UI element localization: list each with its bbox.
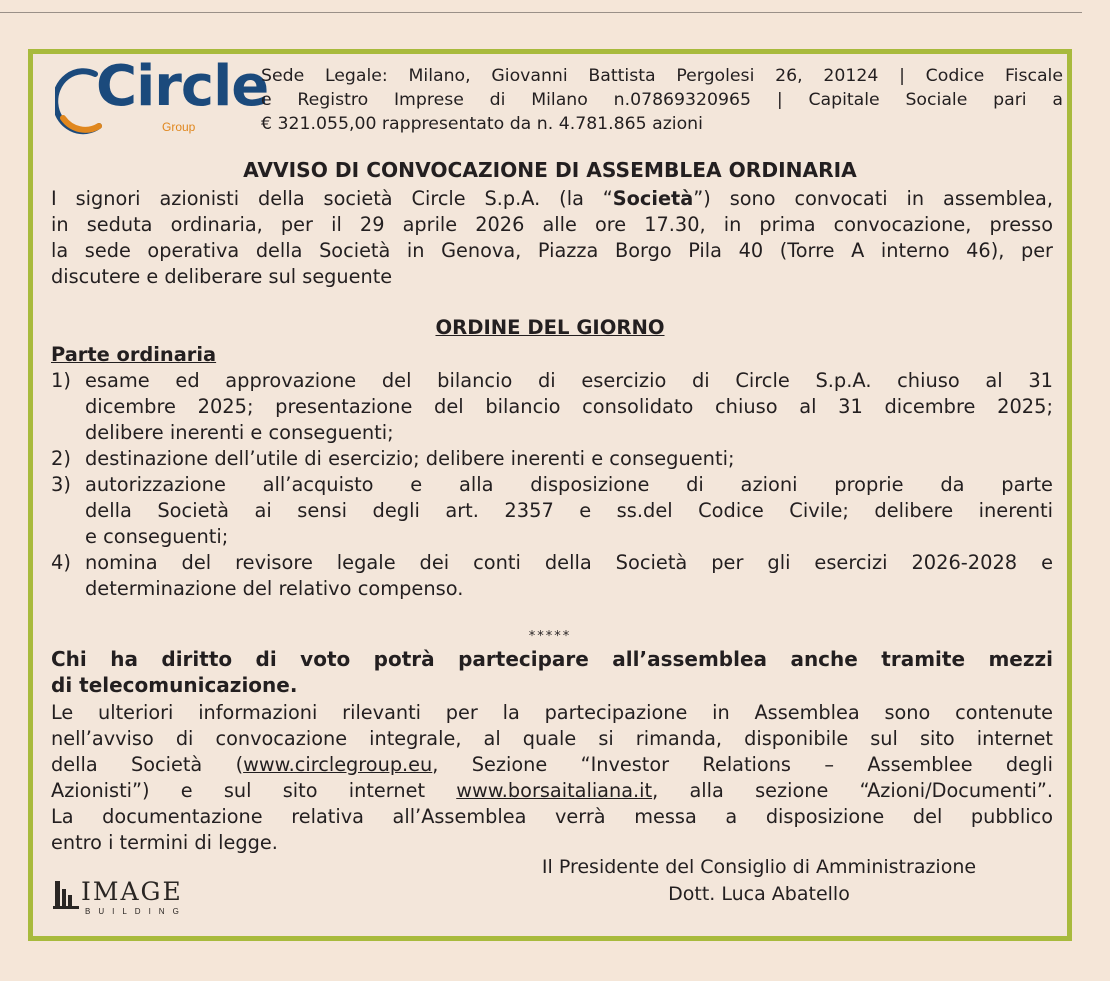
- signature-block: [509, 854, 1009, 908]
- company-header: [261, 64, 1063, 136]
- info-line: nell’avviso di convocazione integrale, al quale si rimanda, disponibile sul sito internet: [51, 727, 1053, 750]
- agenda-line: determinazione del relativo compenso.: [85, 577, 464, 600]
- agenda-text: [85, 446, 1053, 472]
- agenda-text: [85, 472, 1053, 550]
- agenda-item: [51, 446, 1053, 472]
- image-subtitle: BUILDING: [85, 907, 187, 916]
- agenda-number: 1): [51, 369, 71, 392]
- circle-group-logo: [55, 54, 270, 152]
- agenda-text: [85, 368, 1053, 446]
- header-line: Sede Legale: Milano, Giovanni Battista Pergolesi 26, 20124 | Codice Fiscale: [261, 66, 1063, 86]
- building-icon: [53, 879, 79, 911]
- agenda-line: esame ed approvazione del bilancio di esercizio di Circle S.p.A. chiuso al 31: [85, 369, 1053, 392]
- vote-note-line: di telecomunicazione.: [51, 673, 298, 697]
- image-wordmark: IMAGE: [81, 877, 183, 906]
- top-divider: [0, 12, 1082, 13]
- agenda-line: delibere inerenti e conseguenti;: [85, 421, 394, 444]
- agenda-item: [51, 472, 1053, 550]
- agenda-text: [85, 550, 1053, 602]
- intro-line-1: [51, 186, 1053, 212]
- info-line: [51, 752, 1053, 778]
- agenda-list: [51, 368, 1053, 602]
- agenda-number: 4): [51, 551, 71, 574]
- agenda-item: [51, 368, 1053, 446]
- header-line: € 321.055,00 rappresentato da n. 4.781.865 azioni: [261, 114, 703, 134]
- intro-text: I signori azionisti della società Circle S.p.A. (la “: [51, 187, 613, 210]
- intro-bold-term: Società: [612, 187, 694, 210]
- header-line: e Registro Imprese di Milano n.07869320965 | Capitale Sociale pari a: [261, 90, 1063, 110]
- agenda-line: destinazione dell’utile di esercizio; delibere inerenti e conseguenti;: [85, 447, 735, 470]
- agenda-title: ORDINE DEL GIORNO: [435, 316, 665, 339]
- info-line: Le ulteriori informazioni rilevanti per la partecipazione in Assemblea sono contenute: [51, 701, 1053, 724]
- agenda-line: dicembre 2025; presentazione del bilancio consolidato chiuso al 31 dicembre 2025;: [85, 395, 1053, 418]
- intro-text: ”) sono convocati in assemblea,: [693, 187, 1053, 210]
- agenda-item: [51, 550, 1053, 602]
- info-line: La documentazione relativa all’Assemblea verrà messa a disposizione del pubblico: [51, 805, 1053, 828]
- agenda-number: 2): [51, 447, 71, 470]
- info-line: entro i termini di legge.: [51, 831, 278, 854]
- circlegroup-link[interactable]: www.circlegroup.eu: [243, 753, 433, 776]
- intro-paragraph: [51, 186, 1053, 290]
- agenda-line: autorizzazione all’acquisto e alla disposizione di azioni proprie da parte: [85, 473, 1053, 496]
- vote-note: [51, 646, 1053, 698]
- notice-title: AVVISO DI CONVOCAZIONE DI ASSEMBLEA ORDINARIA: [243, 158, 857, 182]
- agenda-line: nomina del revisore legale dei conti della Società per gli esercizi 2026-2028 e: [85, 551, 1053, 574]
- image-building-logo: [53, 877, 223, 927]
- info-text: , Sezione “Investor Relations – Assemblee degli: [432, 753, 1053, 776]
- info-line: [51, 778, 1053, 804]
- part-title: Parte ordinaria: [51, 343, 217, 366]
- agenda-line: della Società ai sensi degli art. 2357 e ss.del Codice Civile; delibere inerenti: [85, 499, 1053, 522]
- intro-line-3: la sede operativa della Società in Genova, Piazza Borgo Pila 40 (Torre A interno 46), per: [51, 239, 1053, 262]
- agenda-number: 3): [51, 473, 71, 496]
- intro-line-4: discutere e deliberare sul seguente: [51, 265, 393, 288]
- logo-wordmark: Circle: [96, 54, 269, 119]
- vote-note-line: Chi ha diritto di voto potrà partecipare all’assemblea anche tramite mezzi: [51, 647, 1053, 671]
- notice-frame: [28, 49, 1072, 941]
- info-text: Azionisti”) e sul sito internet: [51, 779, 457, 802]
- intro-line-2: in seduta ordinaria, per il 29 aprile 2026 alle ore 17.30, in prima convocazione, presso: [51, 213, 1053, 236]
- signature-name: Dott. Luca Abatello: [668, 883, 850, 905]
- info-paragraph: [51, 700, 1053, 856]
- separator-stars: *****: [528, 629, 572, 644]
- signature-role: Il Presidente del Consiglio di Amministrazione: [541, 856, 977, 878]
- borsaitaliana-link[interactable]: www.borsaitaliana.it: [456, 779, 653, 802]
- info-text: della Società (: [51, 753, 244, 776]
- agenda-line: e conseguenti;: [85, 525, 229, 548]
- info-text: , alla sezione “Azioni/Documenti”.: [652, 779, 1053, 802]
- logo-subtitle: Group: [162, 120, 196, 134]
